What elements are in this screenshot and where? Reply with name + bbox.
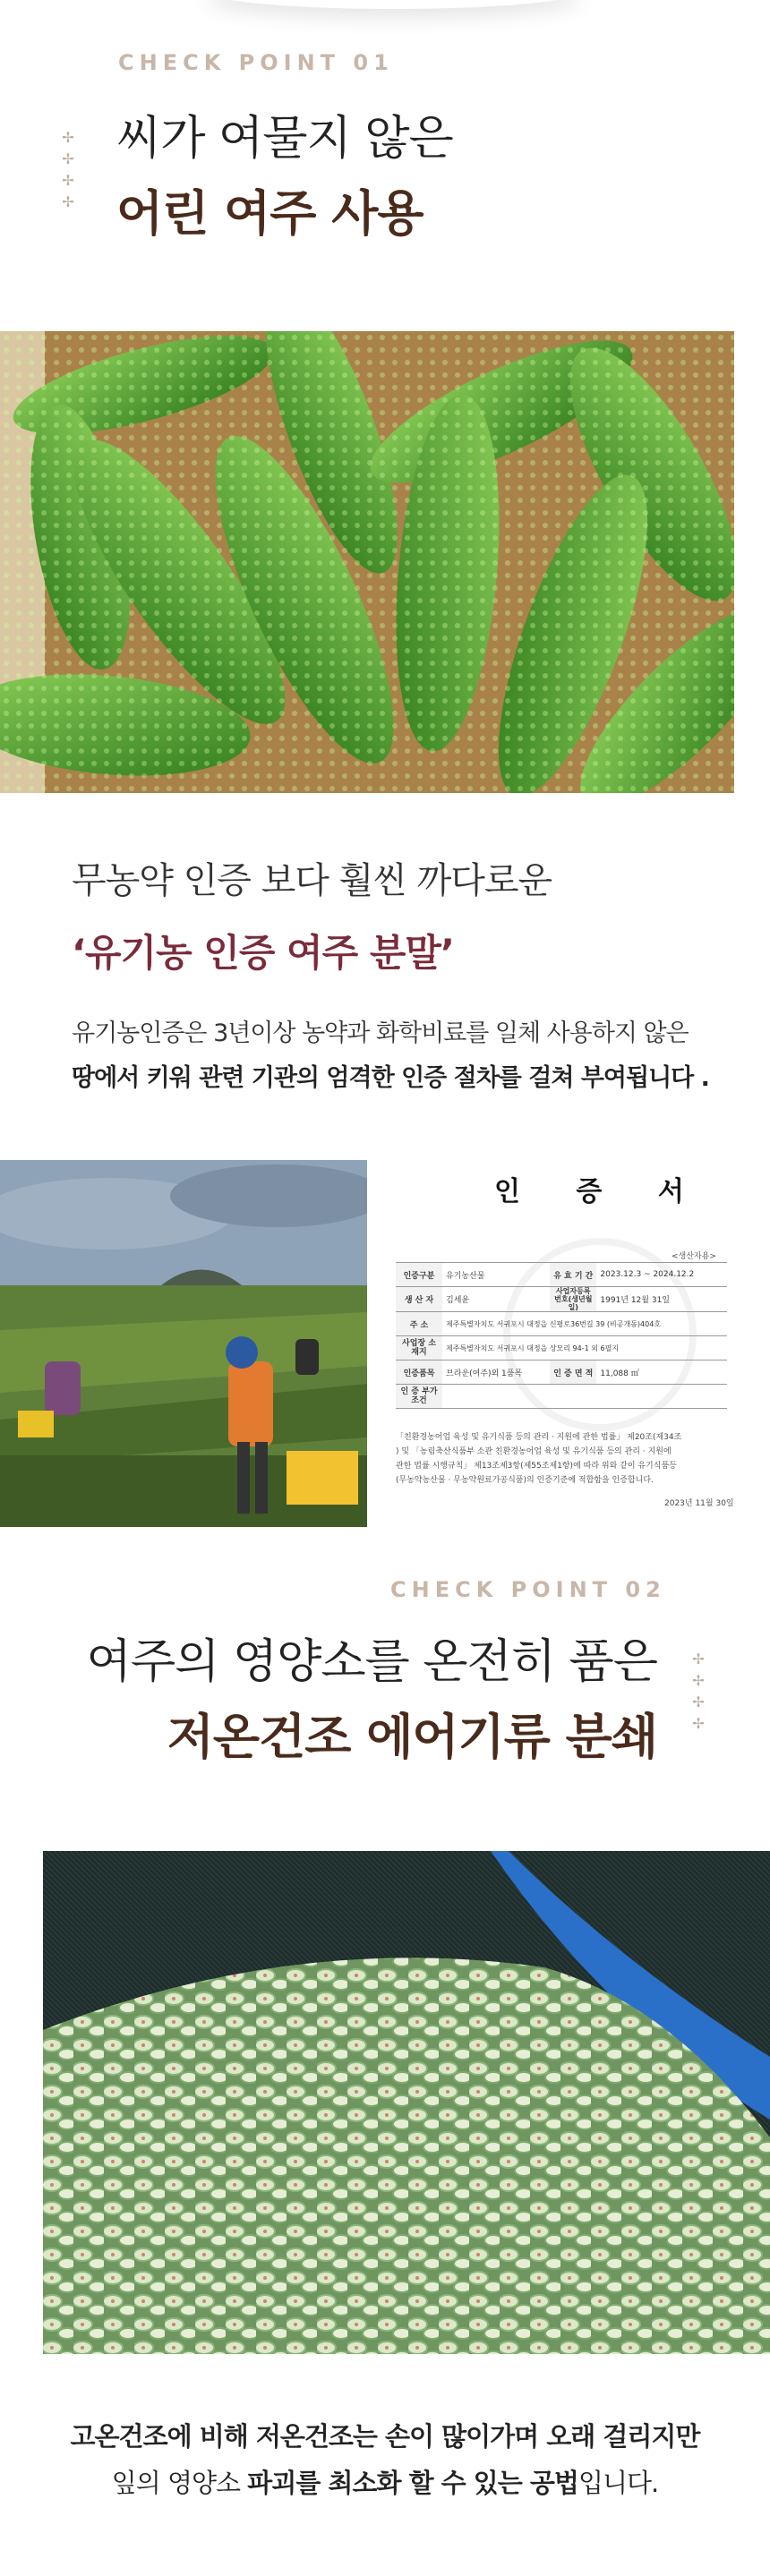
section4-body-line1: 고온건조에 비해 저온건조는 손이 많이가며 오래 걸리지만 [70,2421,700,2452]
body-normal-text: 입니다. [578,2468,659,2498]
organic-certificate [369,1153,745,1529]
section3-title-line1: 여주의 영양소를 온전히 품은 [86,1635,657,1689]
table-cell: 브라운(여주)외 1품목 [442,1361,550,1385]
certificate-date: 2023년 11월 30일 [664,1499,734,1508]
table-cell: 제주특별자치도 서귀포시 대정읍 신평로36번길 39 (비공개동)404호 [442,1312,727,1336]
table-cell: 김세윤 [442,1287,550,1312]
bitter-melon-basket-photo [0,331,734,793]
table-cell: 생 산 자 [396,1287,442,1312]
organic-farm-workers-photo [0,1160,367,1527]
certificate-statement-line4: (무농약농산물 · 무농약원료가공식품)의 인증기준에 적합함을 인증합니다. [396,1476,654,1485]
table-cell: 2023.12.3 ~ 2024.12.2 [596,1263,727,1287]
section1-title-line2: 어린 여주 사용 [116,185,424,242]
top-divider-shadow [206,0,582,9]
sparkle-icon: ✢ ✢ ✢ ✢ [62,129,74,210]
certificate-statement-line2: ) 및 「농림축산식품부 소관 친환경농어업 육성 및 유기식품 등의 관리 · 지원에 [396,1447,672,1456]
table-cell: 유기농산물 [442,1263,550,1287]
certificate-title: 인 증 서 [494,1176,707,1207]
section2-body-line2: 땅에서 키워 관련 기관의 엄격한 인증 절차를 걸쳐 부여됩니다 . [72,1064,709,1092]
table-row [396,1287,727,1312]
certificate-statement-line1: 「친환경농어업 육성 및 유기식품 등의 관리 · 지원에 관한 법률」 제20조(제34조 [396,1433,682,1442]
section1-title-line1: 씨가 여물지 않은 [116,112,453,166]
sparkle-icon: ✢ ✢ ✢ ✢ [692,1651,705,1732]
table-cell: 주 소 [396,1312,442,1336]
table-cell [442,1385,727,1409]
dried-bitter-melon-slices-photo [43,1851,770,2354]
body-bold-text: 파괴를 최소화 할 수 있는 공법 [247,2468,578,2498]
table-cell: 사업자등록번호(생년월일) [550,1287,596,1312]
table-cell: 11,088 ㎡ [596,1361,727,1385]
table-row [396,1361,727,1385]
table-cell: 유 효 기 간 [550,1263,596,1287]
table-row [396,1385,727,1409]
table-cell: 1991년 12월 31일 [596,1287,727,1312]
certificate-number: <생산자용> [672,1252,716,1261]
section4-body-line2 [0,2463,770,2500]
table-row [396,1312,727,1336]
check-point-02-label: CHECK POINT 02 [390,1577,666,1602]
table-cell: 인 증 부가조건 [396,1385,442,1409]
section2-body-line1: 유기농인증은 3년이상 농약과 화학비료를 일체 사용하지 않은 [72,1019,689,1047]
section2-title-line1: 무농약 인증 보다 훨씬 까다로운 [72,860,552,901]
table-cell: 제주특별자치도 서귀포시 대정읍 상모리 94-1 외 6필지 [442,1336,727,1361]
body-normal-text: 잎의 영양소 [111,2468,248,2498]
table-cell: 인증구분 [396,1263,442,1287]
table-cell: 사업장 소재지 [396,1336,442,1361]
certificate-table [396,1262,727,1409]
section2-title-line2: ‘유기농 인증 여주 분말’ [72,931,454,975]
section3-title-line2: 저온건조 에어기류 분쇄 [167,1709,657,1765]
table-cell: 인증품목 [396,1361,442,1385]
check-point-01-label: CHECK POINT 01 [118,50,394,75]
table-row [396,1336,727,1361]
table-cell: 인 증 면 적 [550,1361,596,1385]
certificate-statement-line3: 관한 법률 시행규칙」 제13조제3항(제55조제1항)에 따라 위와 같이 유기식품등 [396,1462,677,1471]
table-row [396,1263,727,1287]
